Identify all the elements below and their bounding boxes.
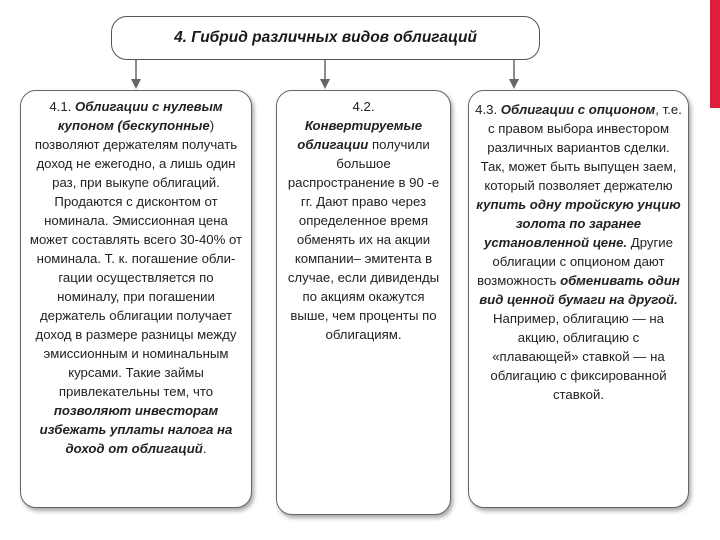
- card-heading: Конвертируемые облигации: [297, 118, 423, 152]
- card-heading: Облигации с нулевым купоном (бескупонные: [57, 99, 223, 133]
- card-body: позволяют держателям получать доход не ежегодно, а лишь один раз, при выкупе облигаций. Продаются с дисконтом от номинала. Эмиссионная цена может составлять всего 30-40% от номинала. Т. к. погашение обли-гации осуществляется по номиналу, при погашении держатель облигации получает доход в размере разницы между эмиссионным и номинальным курсами. Такие займы привлекательны тем, что: [29, 137, 243, 399]
- title-box: [111, 16, 540, 60]
- card-convertible: [276, 90, 451, 515]
- card-option-text: [475, 100, 682, 404]
- card-end: .: [202, 441, 207, 456]
- card-emphasis-b: обменивать один вид ценной бумаги на другой.: [479, 273, 680, 307]
- card-body-b: Другие облигации с опционом дают возможность: [477, 235, 673, 288]
- card-zero-coupon: [20, 90, 252, 508]
- title-text: 4. Гибрид различных видов облигаций: [174, 29, 477, 46]
- card-body-a: , т.е. с правом выбора инвестором различных вариантов сделки. Так, может быть выпущен заем, который позволяет держателю: [480, 102, 682, 193]
- accent-bar: [710, 0, 720, 108]
- card-emphasis-a: купить одну тройскую унцию золота по заранее установленной цене.: [476, 197, 681, 250]
- card-number: 4.3.: [475, 102, 498, 117]
- card-convertible-text: [283, 116, 444, 344]
- card-body: получили большое распространение в 90 -е гг. Дают право через определенное время обменять их на акции компании– эмитента в случае, если дивиденды по акциям окажутся выше, чем проценты по облигациям.: [287, 137, 440, 342]
- card-zero-coupon-text: [27, 97, 245, 458]
- card-emphasis: позволяют инвесторам избежать уплаты налога на доход от облигаций: [39, 403, 233, 456]
- card-number: 4.2.: [352, 99, 375, 114]
- card-body-c: Например, облигацию — на акцию, облигацию с «плавающей» ставкой — на облигацию с фиксированной ставкой.: [490, 311, 667, 402]
- card-heading-close: ): [209, 118, 215, 133]
- card-option: [468, 90, 689, 508]
- card-number: 4.1.: [49, 99, 72, 114]
- card-convertible-number-line: [283, 97, 444, 116]
- card-heading: Облигации с опционом: [500, 102, 656, 117]
